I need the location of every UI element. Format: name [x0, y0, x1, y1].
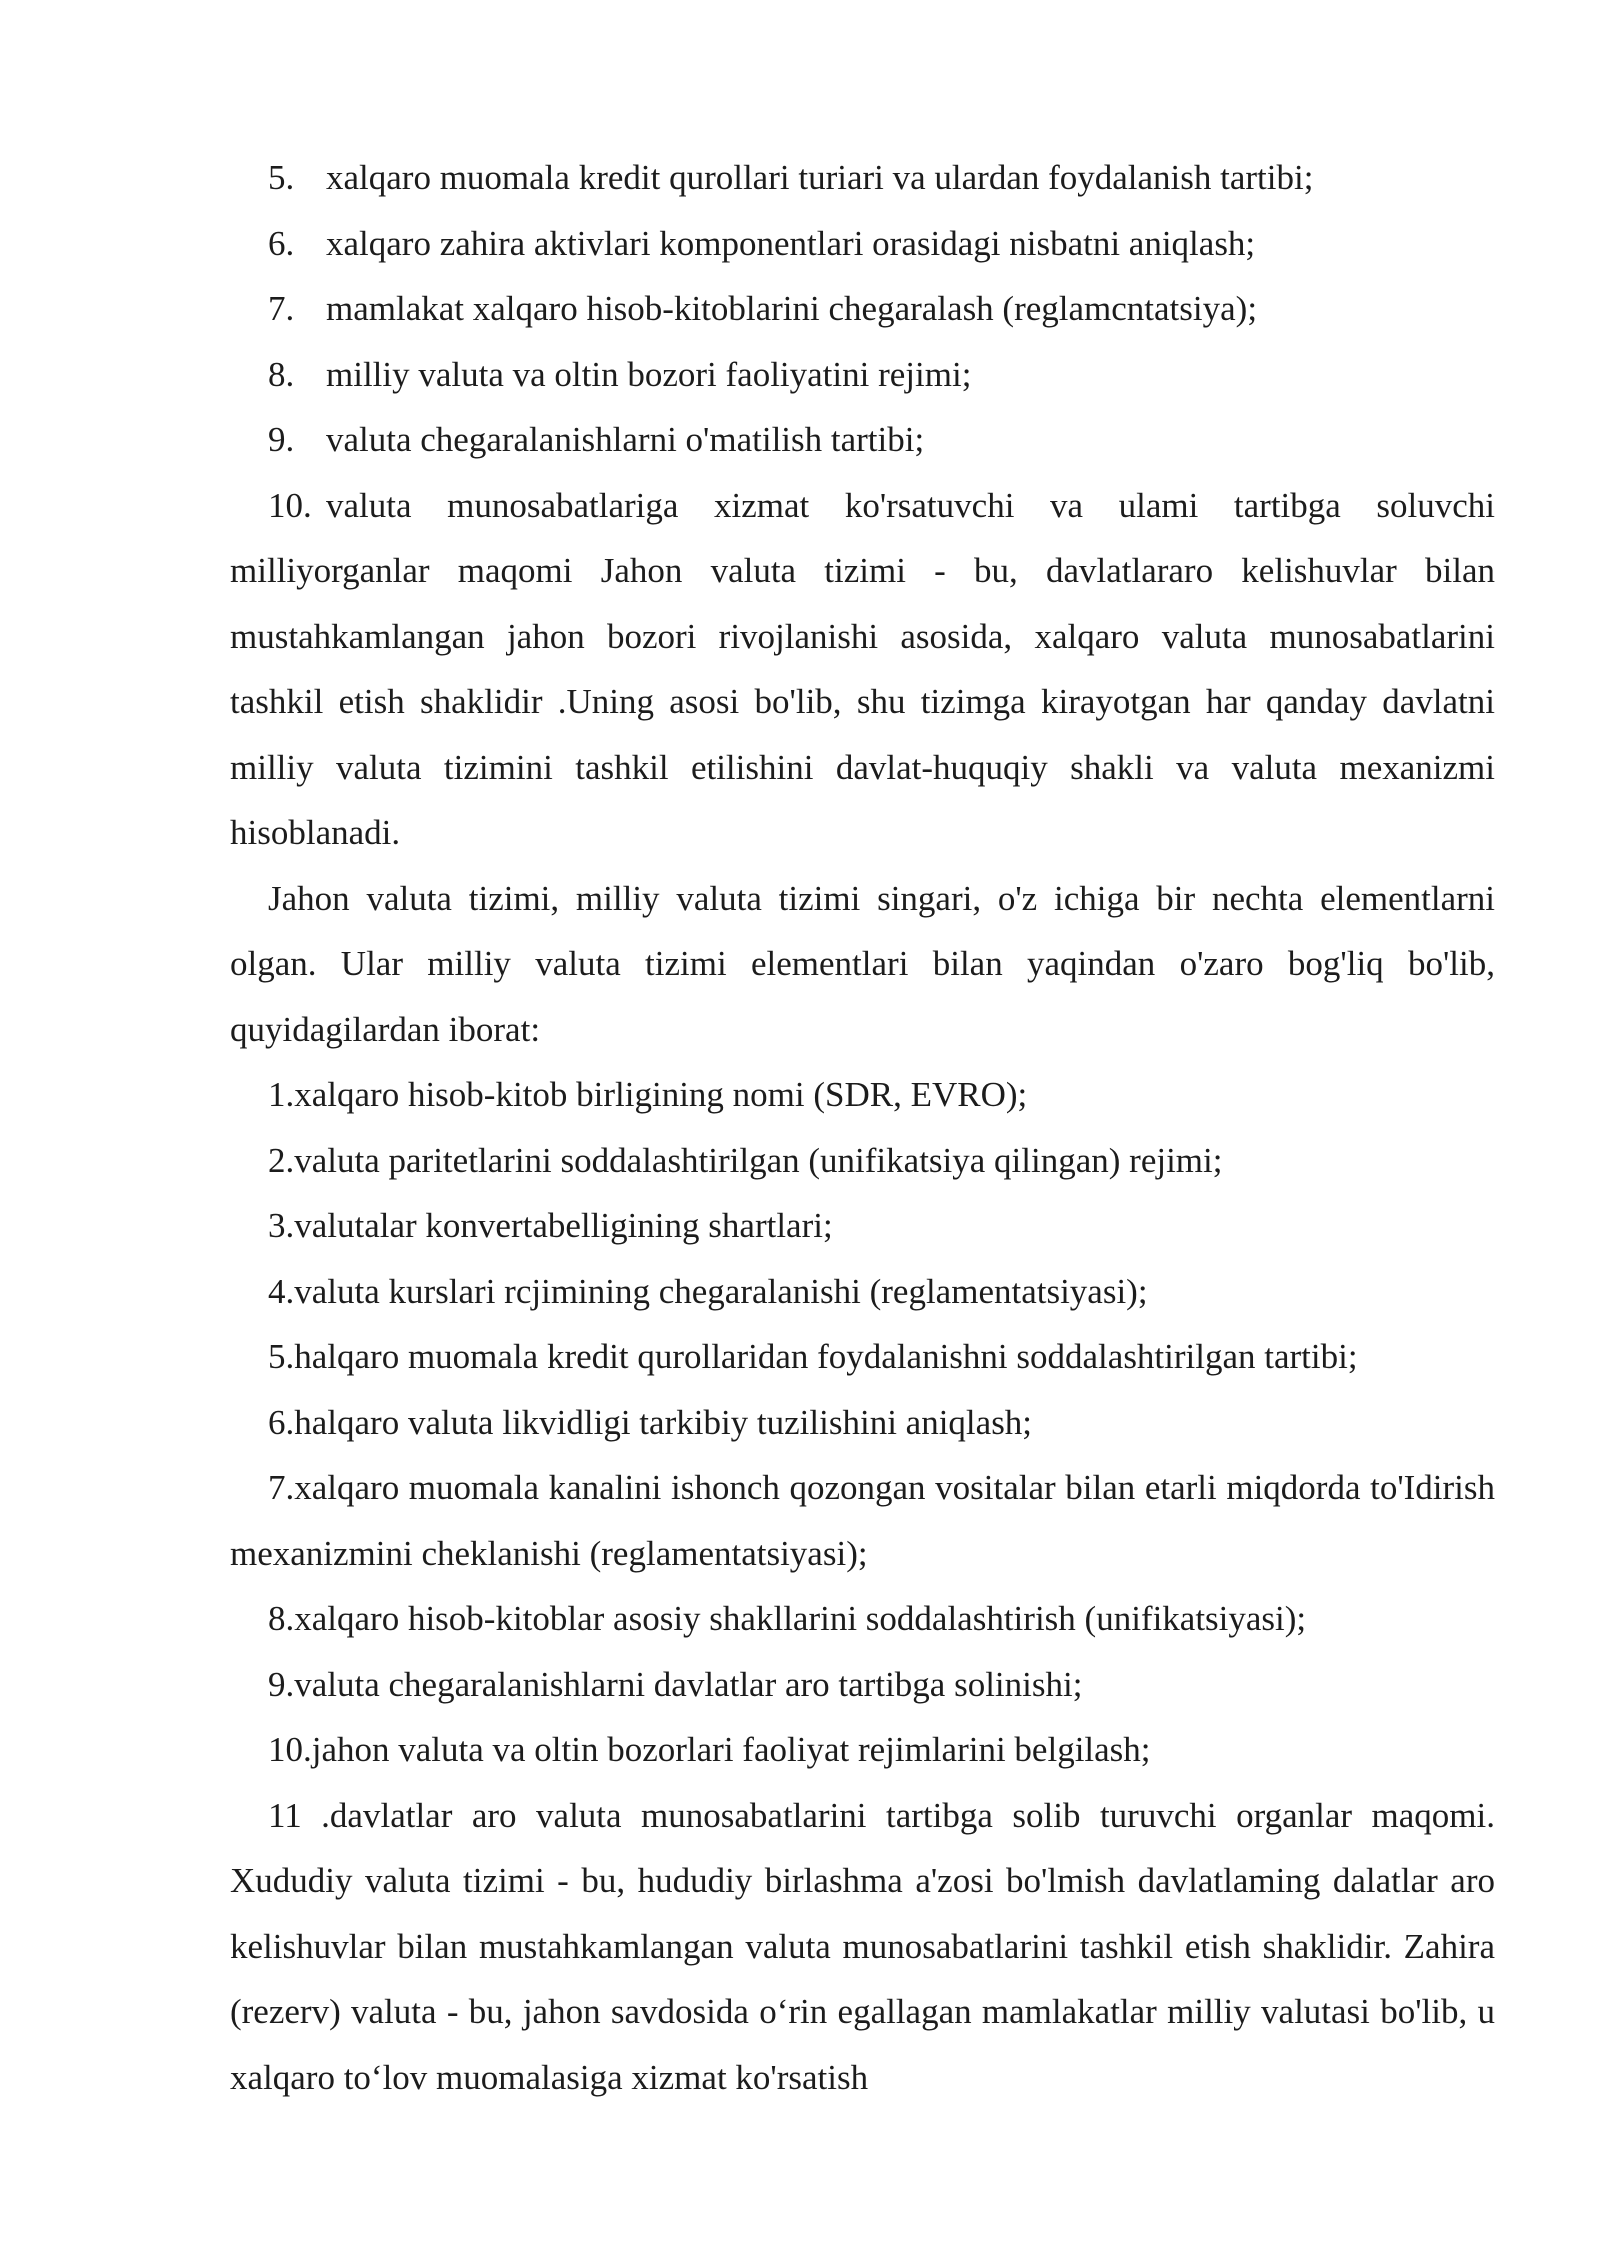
- element-item: 2.valuta paritetlarini soddalashtirilgan (unifikatsiya qilingan) rejimi;: [268, 1140, 1223, 1180]
- element-item: 10.jahon valuta va oltin bozorlari faoliyat rejimlarini belgilash;: [268, 1730, 1151, 1769]
- list-item: [230, 276, 1495, 342]
- paragraph-final: 11 .davlatlar aro valuta munosabatlarini tartibga solib turuvchi organlar maqomi. Xududiy valuta tizimi - bu, hududiy birlashma a'zosi bo'lmish davlatlaming dalatlar aro kelishuvlar bilan mustahkamlangan valuta munosabatlarini tashkil etish shaklidir. Zahira (rezerv) valuta - bu, jahon savdosida o‘rin egallagan mamlakatlar milliy valutasi bo'lib, u xalqaro to‘lov muomalasiga xizmat ko'rsatish: [230, 1795, 1495, 2097]
- list-text: mamlakat xalqaro hisob-kitoblarini chegaralash (reglamcntatsiya);: [326, 289, 1258, 328]
- element-item: 3.valutalar konvertabelligining shartlari;: [268, 1206, 833, 1245]
- list-number: 7.: [268, 289, 295, 328]
- list-number: 5.: [268, 158, 295, 197]
- list-text: milliy valuta va oltin bozori faoliyatini rejimi;: [326, 354, 972, 394]
- list-item: [230, 145, 1495, 211]
- list-text: xalqaro muomala kredit qurollari turiari va ulardan foydalanish tartibi;: [326, 158, 1314, 197]
- list-number: 6.: [268, 223, 295, 263]
- element-item: 8.xalqaro hisob-kitoblar asosiy shakllarini soddalashtirish (unifikatsiyasi);: [268, 1599, 1307, 1638]
- element-item: 9.valuta chegaralanishlarni davlatlar aro tartibga solinishi;: [268, 1664, 1083, 1704]
- element-item: 4.valuta kurslari rcjimining chegaralanishi (reglamentatsiyasi);: [268, 1271, 1148, 1311]
- paragraph-elements: Jahon valuta tizimi, milliy valuta tizimi singari, o'z ichiga bir nechta elementlarni olgan. Ular milliy valuta tizimi elementlari bilan yaqindan o'zaro bog'liq bo'lib, quyidagilardan iborat:: [230, 878, 1495, 1049]
- list-item: [230, 342, 1495, 408]
- document-page: [230, 145, 1495, 2110]
- list-number: 10.: [268, 485, 312, 525]
- list-number: 8.: [268, 354, 295, 394]
- list-text: valuta chegaralanishlarni o'matilish tartibi;: [326, 420, 925, 459]
- element-item: 6.halqaro valuta likvidligi tarkibiy tuzilishini aniqlash;: [268, 1402, 1033, 1442]
- element-item: 7.xalqaro muomala kanalini ishonch qozongan vositalar bilan etarli miqdorda to'Idirish mexanizmini cheklanishi (reglamentatsiyasi);: [230, 1468, 1495, 1573]
- list-text: xalqaro zahira aktivlari komponentlari orasidagi nisbatni aniqlash;: [326, 223, 1256, 263]
- list-item: [230, 211, 1495, 277]
- element-item: 5.halqaro muomala kredit qurollaridan foydalanishni soddalashtirilgan tartibi;: [268, 1337, 1358, 1376]
- list-text: valuta munosabatlariga xizmat ko'rsatuvchi va ulami tartibga soluvchi milliyorganlar maqomi Jahon valuta tizimi - bu, davlatlararo kelishuvlar bilan mustahkamlangan jahon bozori rivojlanishi asosida, xalqaro valuta munosabatlarini tashkil etish shaklidir .Uning asosi bo'lib, shu tizimga kirayotgan har qanday davlatni milliy valuta tizimini tashkil etilishini davlat-huquqiy shakli va valuta mexanizmi hisoblanadi.: [230, 485, 1495, 852]
- element-item: 1.xalqaro hisob-kitob birligining nomi (SDR, EVRO);: [268, 1075, 1028, 1114]
- list-item-10: [230, 473, 1495, 866]
- list-item: [230, 407, 1495, 473]
- list-number: 9.: [268, 420, 295, 459]
